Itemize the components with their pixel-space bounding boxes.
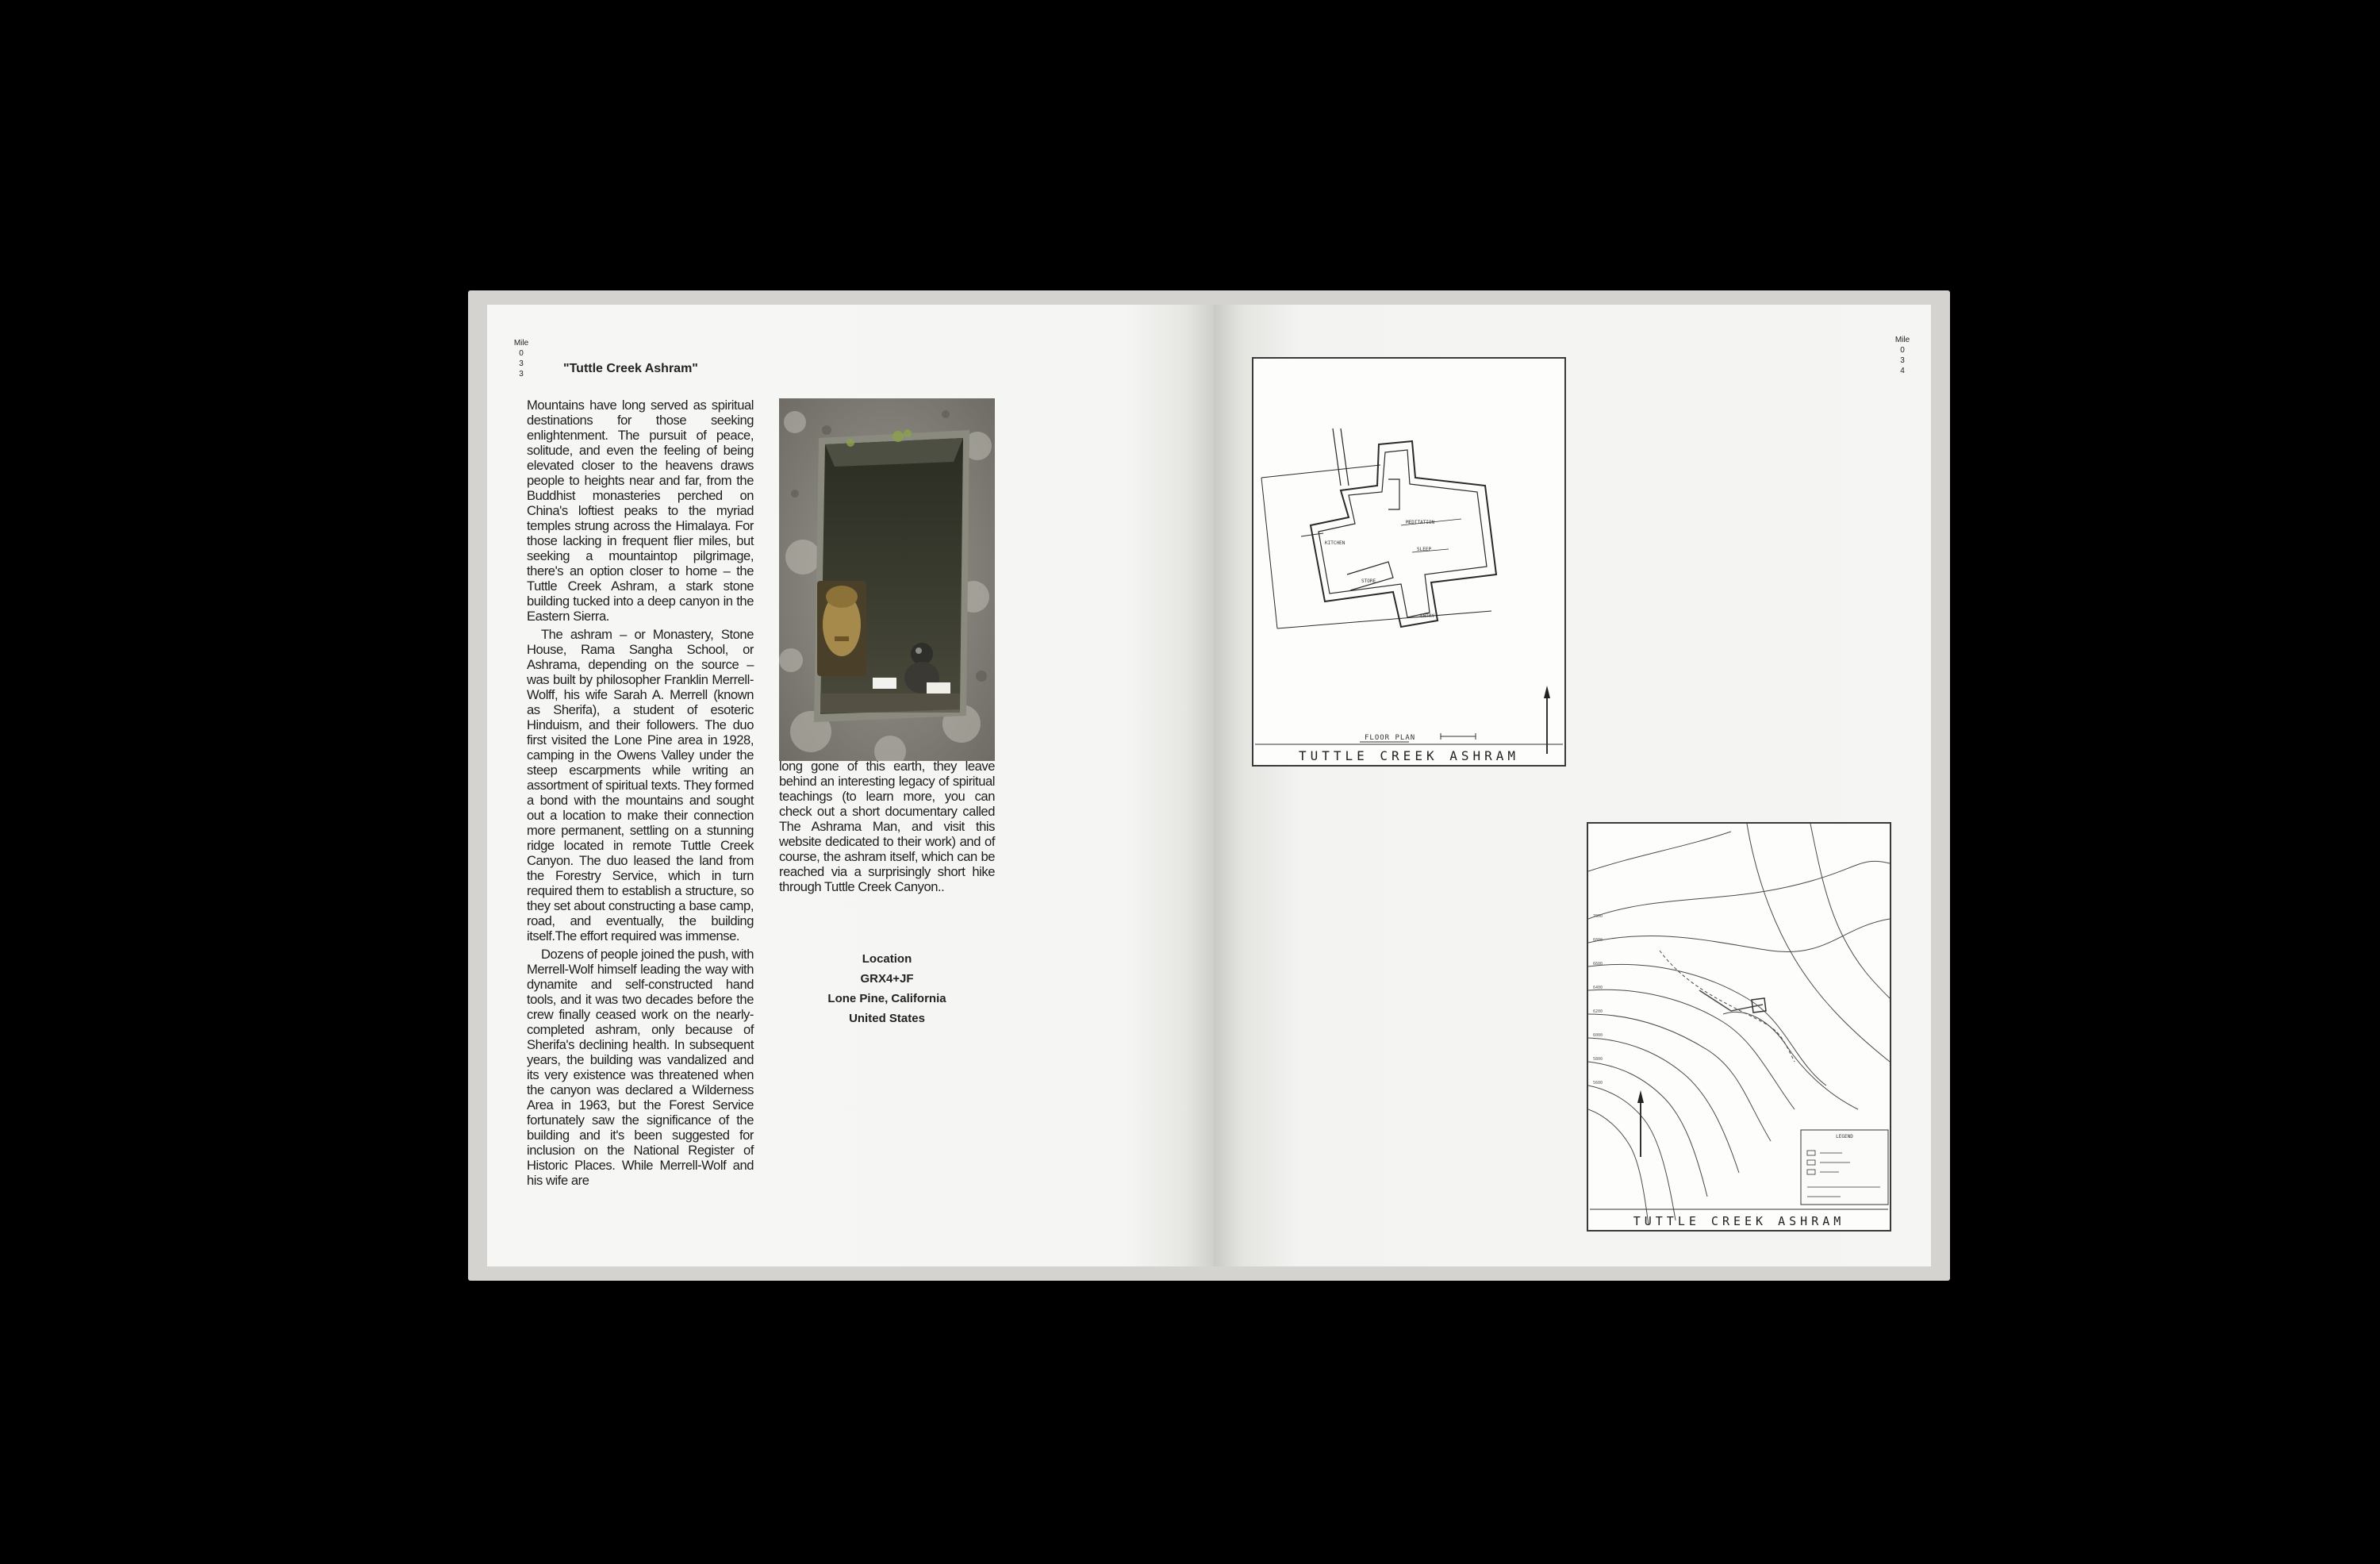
open-book: [468, 290, 1950, 1281]
folio-digit: 4: [1900, 367, 1905, 375]
location-heading: Location: [862, 952, 912, 966]
floor-plan-sublabel: FLOOR PLAN: [1365, 734, 1416, 742]
location-city: Lone Pine, California: [827, 992, 946, 1005]
floor-plan-caption: TUTTLE CREEK ASHRAM: [1298, 748, 1520, 763]
svg-text:MEDITATION: MEDITATION: [1406, 520, 1435, 525]
svg-text:6400: 6400: [1593, 986, 1603, 990]
right-page: [1214, 305, 1931, 1266]
svg-text:6000: 6000: [1593, 1033, 1603, 1038]
folio-digit: 3: [1900, 356, 1905, 365]
svg-text:6600: 6600: [1593, 962, 1603, 966]
svg-text:7000: 7000: [1593, 914, 1603, 919]
site-map-caption: TUTTLE CREEK ASHRAM: [1633, 1214, 1845, 1228]
folio-label: Mile: [513, 339, 529, 348]
location-country: United States: [849, 1012, 925, 1025]
folio-digit: 3: [519, 370, 524, 379]
shrine-photo: [779, 398, 995, 761]
page-folio-left: [509, 338, 533, 379]
svg-text:STORE: STORE: [1361, 578, 1376, 584]
folio-label: Mile: [1894, 336, 1910, 344]
paragraph: Mountains have long served as spiritual destinations for those seeking enlightenment. The pursuit of peace, solitude, and even the feeling of being elevated closer to the heavens draws people to heights near and far, from the Buddhist monasteries perched on China's loftiest peaks to the myriad temples strung across the Himalaya. For those lacking in frequent flier miles, but seeking a mountaintop pilgrimage, there's an option closer to home – the Tuttle Creek Ashram, a stark stone building tucked into a deep canyon in the Eastern Sierra.: [527, 398, 754, 624]
paragraph: The ashram – or Monastery, Stone House, Rama Sangha School, or Ashrama, depending on the source – was built by philosopher Franklin Merrell-Wolff, his wife Sarah A. Merrell (known as Sherifa), a student of esoteric Hinduism, and their followers. The duo first visited the Lone Pine area in 1928, camping in the Owens Valley under the steep escarpments while writing an assortment of spiritual texts. They formed a bond with the mountains and sought out a location to make their connection more permanent, settling on a stunning ridge located in remote Tuttle Creek Canyon. The duo leased the land from the Forestry Service, which in turn required them to establish a structure, so they set about constructing a base camp, road, and eventually, the building itself.The effort required was immense.: [527, 627, 754, 943]
floor-plan-drawing: [1252, 357, 1566, 767]
page-folio-right: [1891, 335, 1914, 376]
site-map-drawing: [1587, 822, 1891, 1232]
svg-text:5600: 5600: [1593, 1081, 1603, 1086]
folio-digit: 0: [519, 349, 524, 358]
article-title: "Tuttle Creek Ashram": [563, 362, 698, 375]
location-block: [779, 949, 995, 1028]
site-map-legend-title: LEGEND: [1836, 1134, 1853, 1139]
left-page: [487, 305, 1214, 1266]
svg-text:SLEEP: SLEEP: [1417, 547, 1432, 552]
location-code: GRX4+JF: [860, 972, 914, 986]
svg-text:ENTRY: ENTRY: [1420, 613, 1435, 619]
svg-text:6200: 6200: [1593, 1009, 1603, 1014]
text-column-1: [527, 398, 754, 1188]
svg-text:6800: 6800: [1593, 938, 1603, 943]
svg-text:5800: 5800: [1593, 1057, 1603, 1062]
folio-digit: 0: [1900, 346, 1905, 355]
text-column-2: long gone of this earth, they leave behind an interesting legacy of spiritual teachings (to learn more, you can check out a short documentary called The Ashrama Man, and visit this website dedicated to their work) and of course, the ashram itself, which can be reached via a surprisingly short hike through Tuttle Creek Canyon..: [779, 759, 995, 894]
paragraph: Dozens of people joined the push, with Merrell-Wolf himself leading the way with dynamite and self-constructed hand tools, and it was two decades before the crew finally ceased work on the nearly-completed ashram, only because of Sherifa's declining health. In subsequent years, the building was vandalized and its very existence was threatened when the canyon was declared a Wilderness Area in 1963, but the Forest Service fortunately saw the significance of the building and it's been suggested for inclusion on the National Register of Historic Places. While Merrell-Wolf and his wife are: [527, 947, 754, 1188]
folio-digit: 3: [519, 359, 524, 368]
svg-text:KITCHEN: KITCHEN: [1325, 540, 1345, 546]
